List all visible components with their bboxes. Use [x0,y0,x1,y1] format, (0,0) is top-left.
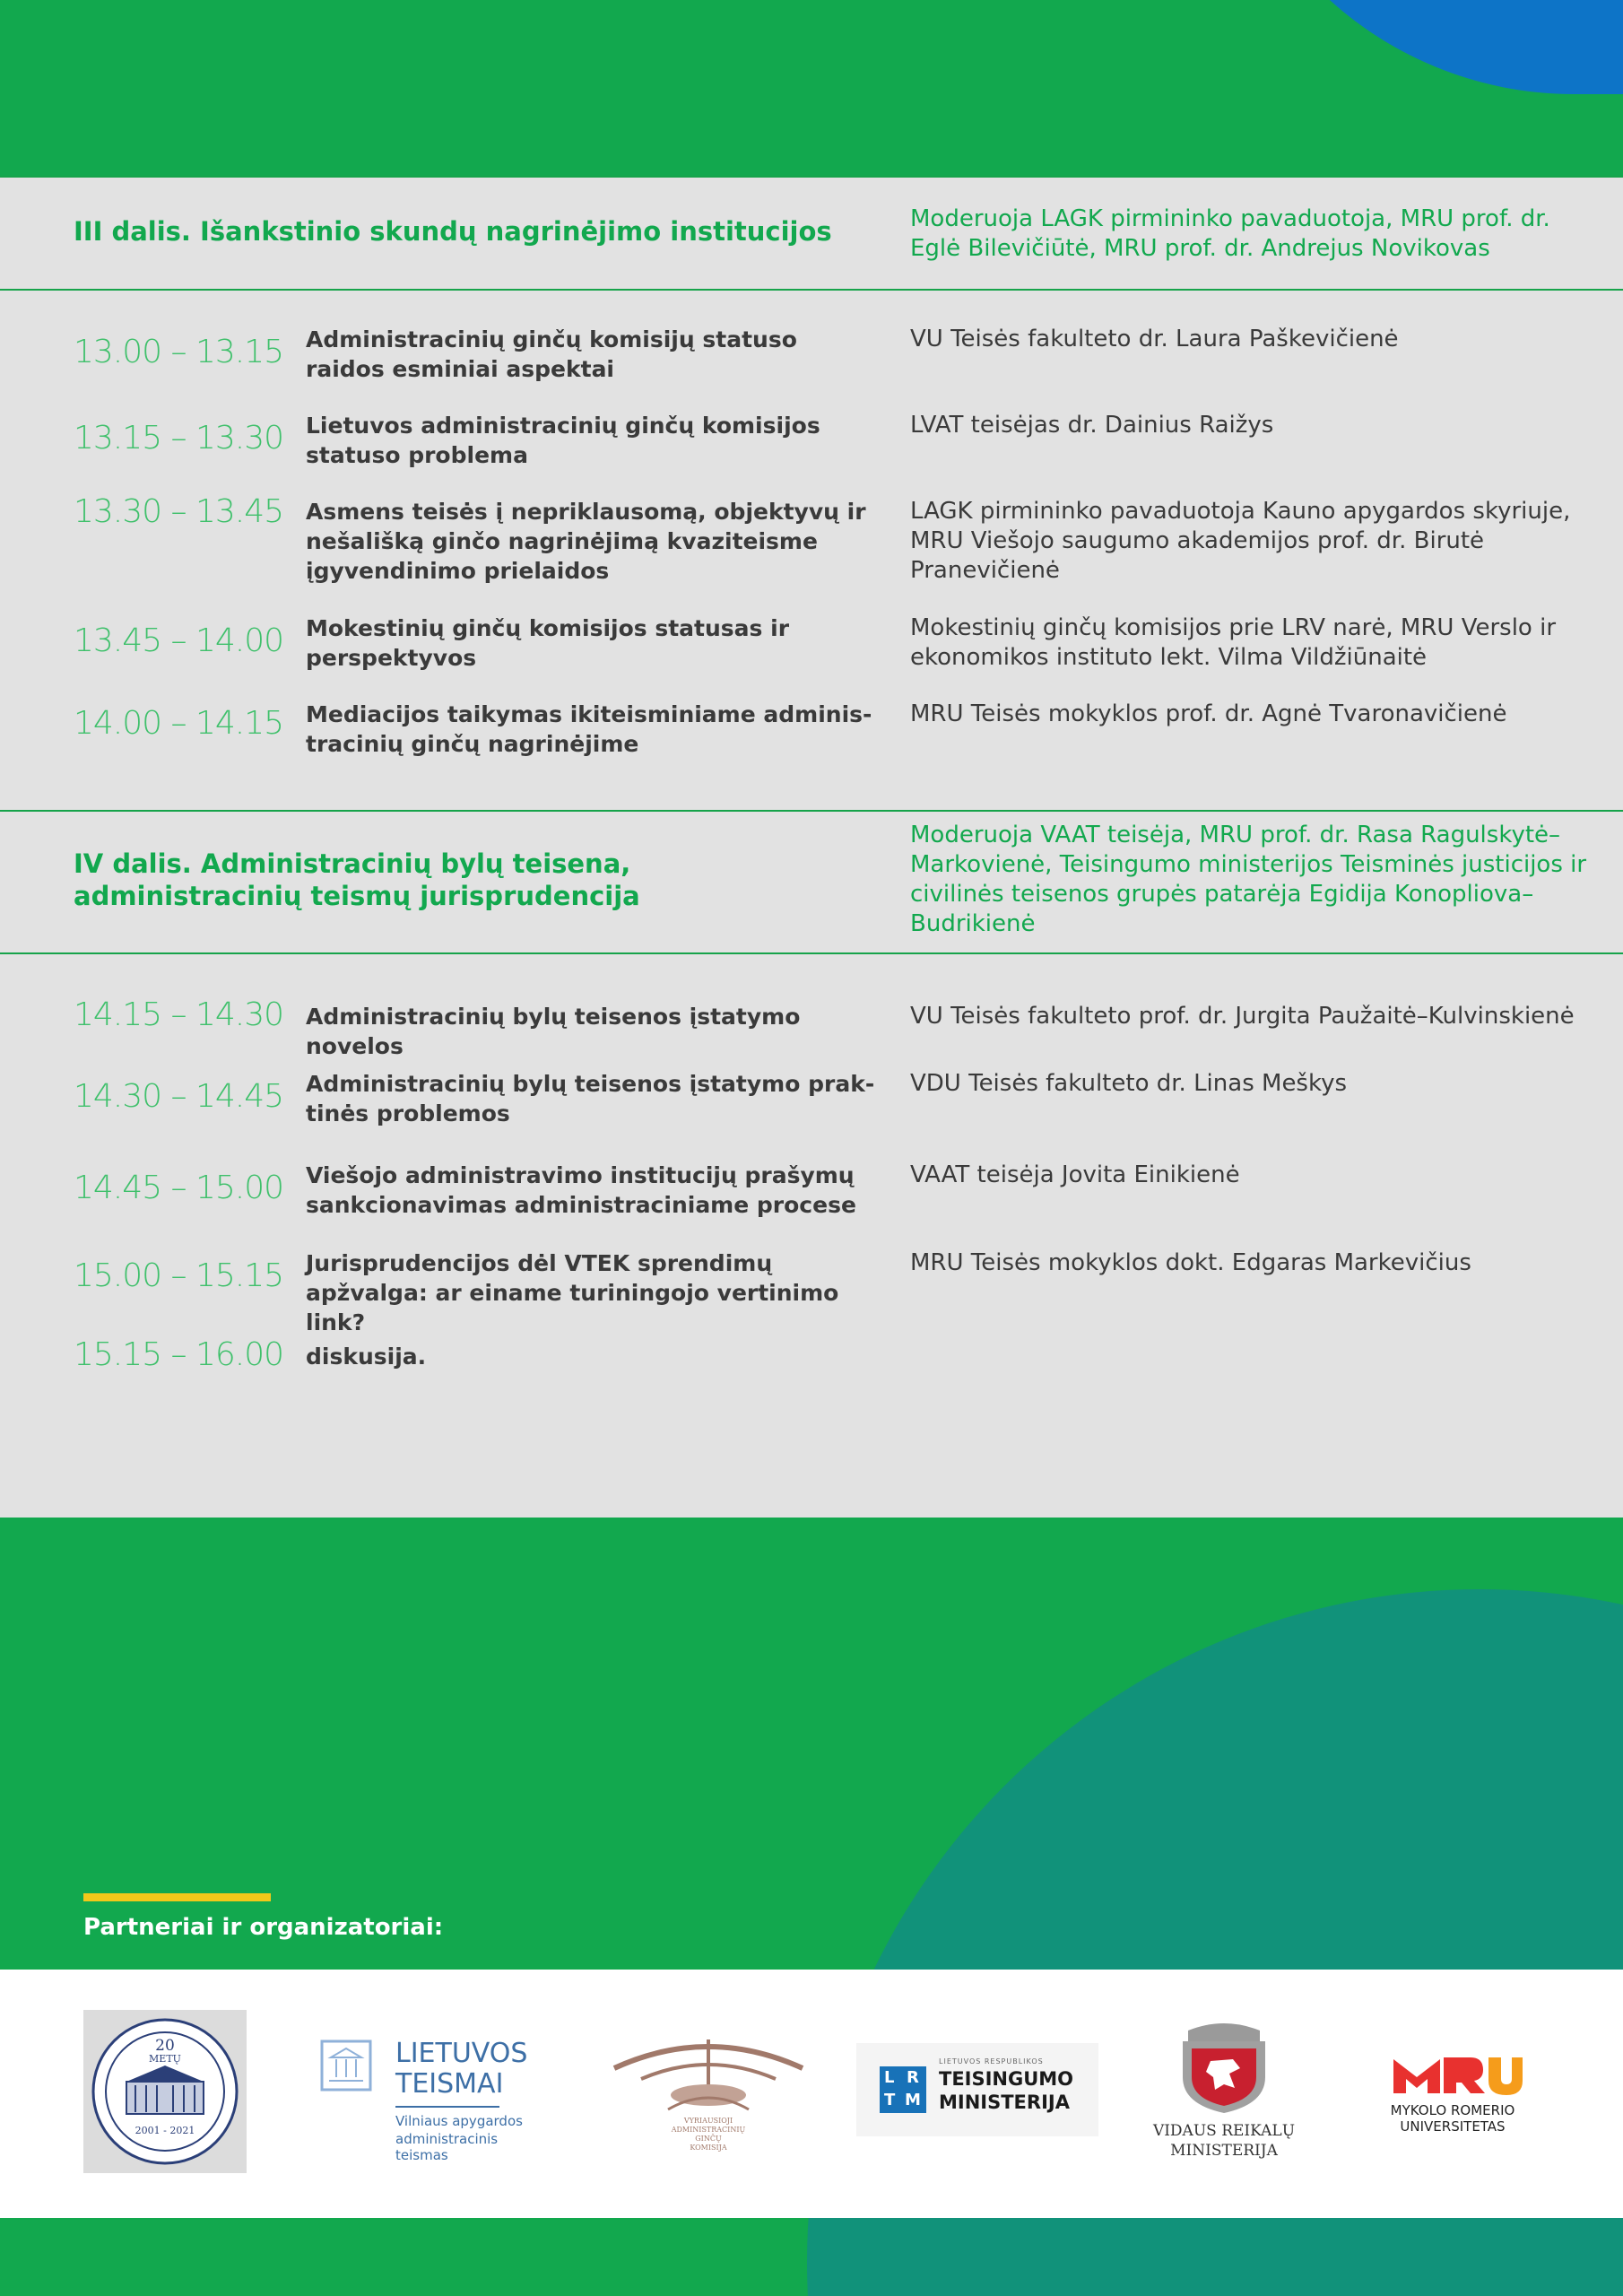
tm-letter: M [905,2091,921,2109]
teismai-sub2: administracinis teismas [395,2131,499,2163]
teismai-sub1: Vilniaus apygardos [395,2113,523,2129]
section-title: III dalis. Išankstinio skundų nagrinėjimo institucijos [74,216,832,247]
time-slot: 13.45 – 14.00 [74,622,284,659]
speaker: MRU Teisės mokyklos prof. dr. Agnė Tvaronavičienė [910,700,1507,727]
tm-line2: MINISTERIJA [939,2092,1070,2113]
teismai-line2: TEISMAI [395,2068,504,2100]
mru-line2: UNIVERSITETAS [1400,2118,1506,2135]
speaker: Mokestinių ginčų komisijos prie LRV narė, MRU Verslo ir ekonomikos instituto lekt. Vilma Vildžiūnaitė [910,614,1557,671]
seal-emblem-icon [83,2010,247,2173]
time-slot: 13.15 – 13.30 [74,420,284,457]
tm-letter-grid [880,2066,926,2113]
teisingumo-ministerija-logo [856,2043,1098,2136]
tm-letter: T [884,2091,896,2109]
time-slot: 13.30 – 13.45 [74,493,284,530]
top-blue-shape [1211,0,1623,94]
scales-handshake-icon [596,2032,820,2115]
vrm-line1: VIDAUS REIKALŲ [1152,2122,1296,2140]
time-slot: 13.00 – 13.15 [74,334,284,370]
time-slot: 15.15 – 16.00 [74,1336,284,1373]
mru-logo [1372,2052,1533,2142]
agenda-content [0,176,1623,1518]
vagk-line4: KOMISIJA [690,2144,727,2152]
section-moderator: Moderuoja LAGK pirmininko pavaduotoja, MRU prof. dr. Eglė Bilevičiūtė, MRU prof. dr. Andrejus Novikovas [910,205,1550,262]
time-slot: 15.00 – 15.15 [74,1257,284,1294]
coat-of-arms-icon [1170,2014,1278,2115]
seal-metu: METŲ [149,2053,181,2065]
speaker: VAAT teisėja Jovita Einikienė [910,1161,1240,1188]
tm-small: LIETUVOS RESPUBLIKOS [939,2057,1044,2066]
partners-label: Partneriai ir organizatoriai: [83,1914,444,1941]
tm-line1: TEISINGUMO [939,2068,1074,2090]
topic: Administracinių ginčų komisijų statuso raidos esminiai aspektai [306,326,797,382]
vaat-seal-logo [83,2010,247,2173]
topic: Jurisprudencijos dėl VTEK sprendimų apžvalga: ar einame turiningojo vertinimo link? [306,1250,839,1335]
mru-wordmark-icon [1381,2052,1524,2097]
topic: Administracinių bylų teisenos įstatymo novelos [306,1004,801,1059]
teismai-line1: LIETUVOS [395,2038,528,2069]
yellow-accent-bar [83,1893,271,1901]
topic: Lietuvos administracinių ginčų komisijos statuso problema [306,413,820,468]
time-slot: 14.30 – 14.45 [74,1078,284,1115]
teismai-divider [395,2106,499,2108]
vagk-line2: ADMINISTRACINIŲ [671,2126,746,2134]
topic: diskusija. [306,1344,427,1370]
vagk-line3: GINČŲ [695,2135,722,2143]
speaker: VU Teisės fakulteto prof. dr. Jurgita Paužaitė–Kulvinskienė [910,1003,1575,1030]
section-header-3 [0,176,1623,291]
topic: Mokestinių ginčų komisijos statusas ir perspektyvos [306,615,790,671]
seal-years: 20 [155,2037,175,2055]
vagk-logo [596,2032,820,2158]
speaker: LVAT teisėjas dr. Dainius Raižys [910,412,1274,439]
lietuvos-teismai-logo [320,2038,553,2163]
vagk-line1: VYRIAUSIOJI [683,2117,733,2125]
top-band [0,0,1623,176]
time-slot: 14.00 – 14.15 [74,705,284,742]
time-slot: 14.45 – 15.00 [74,1170,284,1206]
topic: Administracinių bylų teisenos įstatymo praktinės problemos [306,1071,875,1126]
section-header-4 [0,810,1623,954]
seal-range: 2001 - 2021 [135,2125,195,2136]
time-slot: 14.15 – 14.30 [74,996,284,1033]
speaker: LAGK pirmininko pavaduotoja Kauno apygardos skyriuje, MRU Viešojo saugumo akademijos prof. dr. Birutė Pranevičienė [910,498,1571,584]
topic: Mediacijos taikymas ikiteisminiame administracinių ginčų nagrinėjime [306,701,872,757]
mru-line1: MYKOLO ROMERIO [1390,2102,1515,2118]
vidaus-reikalu-ministerija-logo [1134,2014,1314,2176]
speaker: MRU Teisės mokyklos dokt. Edgaras Markevičius [910,1249,1471,1276]
vrm-line2: MINISTERIJA [1170,2142,1278,2160]
partner-logos [0,1970,1623,2218]
section-title: IV dalis. Administracinių bylų teisena, administracinių teismų jurisprudencija [74,848,640,911]
tm-letter: L [884,2068,895,2087]
topic: Asmens teisės į nepriklausomą, objektyvų ir nešališką ginčo nagrinėjimą kvaziteisme įgyvendinimo prielaidos [306,499,866,584]
section-moderator: Moderuoja VAAT teisėja, MRU prof. dr. Rasa Ragulskytė–Markovienė, Teisingumo ministerijos Teisminės justicijos ir civilinės teisenos grupės patarėja Egidija Konopliova–Budrikienė [910,822,1587,937]
speaker: VU Teisės fakulteto dr. Laura Paškevičienė [910,326,1399,352]
topic: Viešojo administravimo institucijų prašymų sankcionavimas administraciniame procese [306,1162,856,1218]
court-building-icon [320,2039,372,2092]
speaker: VDU Teisės fakulteto dr. Linas Meškys [910,1070,1348,1097]
tm-letter: R [907,2068,919,2087]
